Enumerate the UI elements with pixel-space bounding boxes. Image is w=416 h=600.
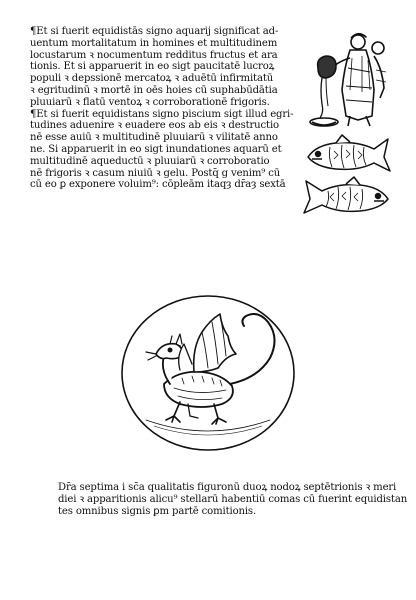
text-line: ne. Si apparuerit in eo sigt inundationes aquarū et	[30, 143, 282, 155]
aquarius-woodcut	[306, 28, 390, 128]
text-line: tudines aduenire ꝛ euadere eos ab eis ꝛ destructio	[30, 120, 279, 132]
text-line: ꝛ egritudinū ꝛ mortē in oēs hoies cū suphabūdātia	[30, 84, 278, 96]
text-line: ¶Et si fuerit equidistans signo piscium sigt illud egri-	[30, 108, 294, 120]
text-line: multitudinē aqueductū ꝛ pluuiarū ꝛ corroboratio	[30, 155, 270, 167]
text-line: pluuiarū ꝛ flatū ventoꝝ ꝛ corroborationē frigoris.	[30, 96, 270, 108]
bottom-text-block	[58, 482, 407, 517]
text-line: nē frigoris ꝛ casum niuiū ꝛ gelu. Postq̄ g venim⁹ cū	[30, 167, 281, 179]
dragon-roundel-woodcut	[118, 292, 298, 454]
text-line: cū eo ꝑ exponere voluim⁹: cōpleām itaqȝ dr̄aȝ sextā	[30, 179, 286, 191]
text-line: diei ꝛ apparitionis alicu⁹ stellarū habentiū comas cū fuerint equidistan	[58, 493, 408, 505]
pisces-woodcut	[302, 125, 392, 220]
text-line: ¶Et si fuerit equidistās signo aquarij significat ad-	[30, 26, 279, 37]
text-line: populi ꝛ depssionē mercatoꝝ ꝛ aduētū infirmitatū	[30, 73, 274, 85]
text-line: nē esse auiū ꝛ multitudinē pluuiarū ꝛ vilitatē anno	[30, 132, 278, 144]
text-line: locustarum ꝛ nocumentum redditus fructus et ara	[30, 49, 278, 61]
text-line: Dr̄a septima i sc̄a qualitatis figuronū duoꝝ nodoꝝ septētrionis ꝛ meri	[58, 482, 397, 493]
text-line: tionis. Et si apparuerit in eo sigt paucitatē lucroꝝ	[30, 61, 275, 73]
text-line: tes omnibus signis ꝑm partē comitionis.	[58, 505, 257, 517]
text-line: uentum mortalitatum in homines et multitudinem	[30, 37, 278, 49]
main-text-block	[30, 26, 293, 191]
